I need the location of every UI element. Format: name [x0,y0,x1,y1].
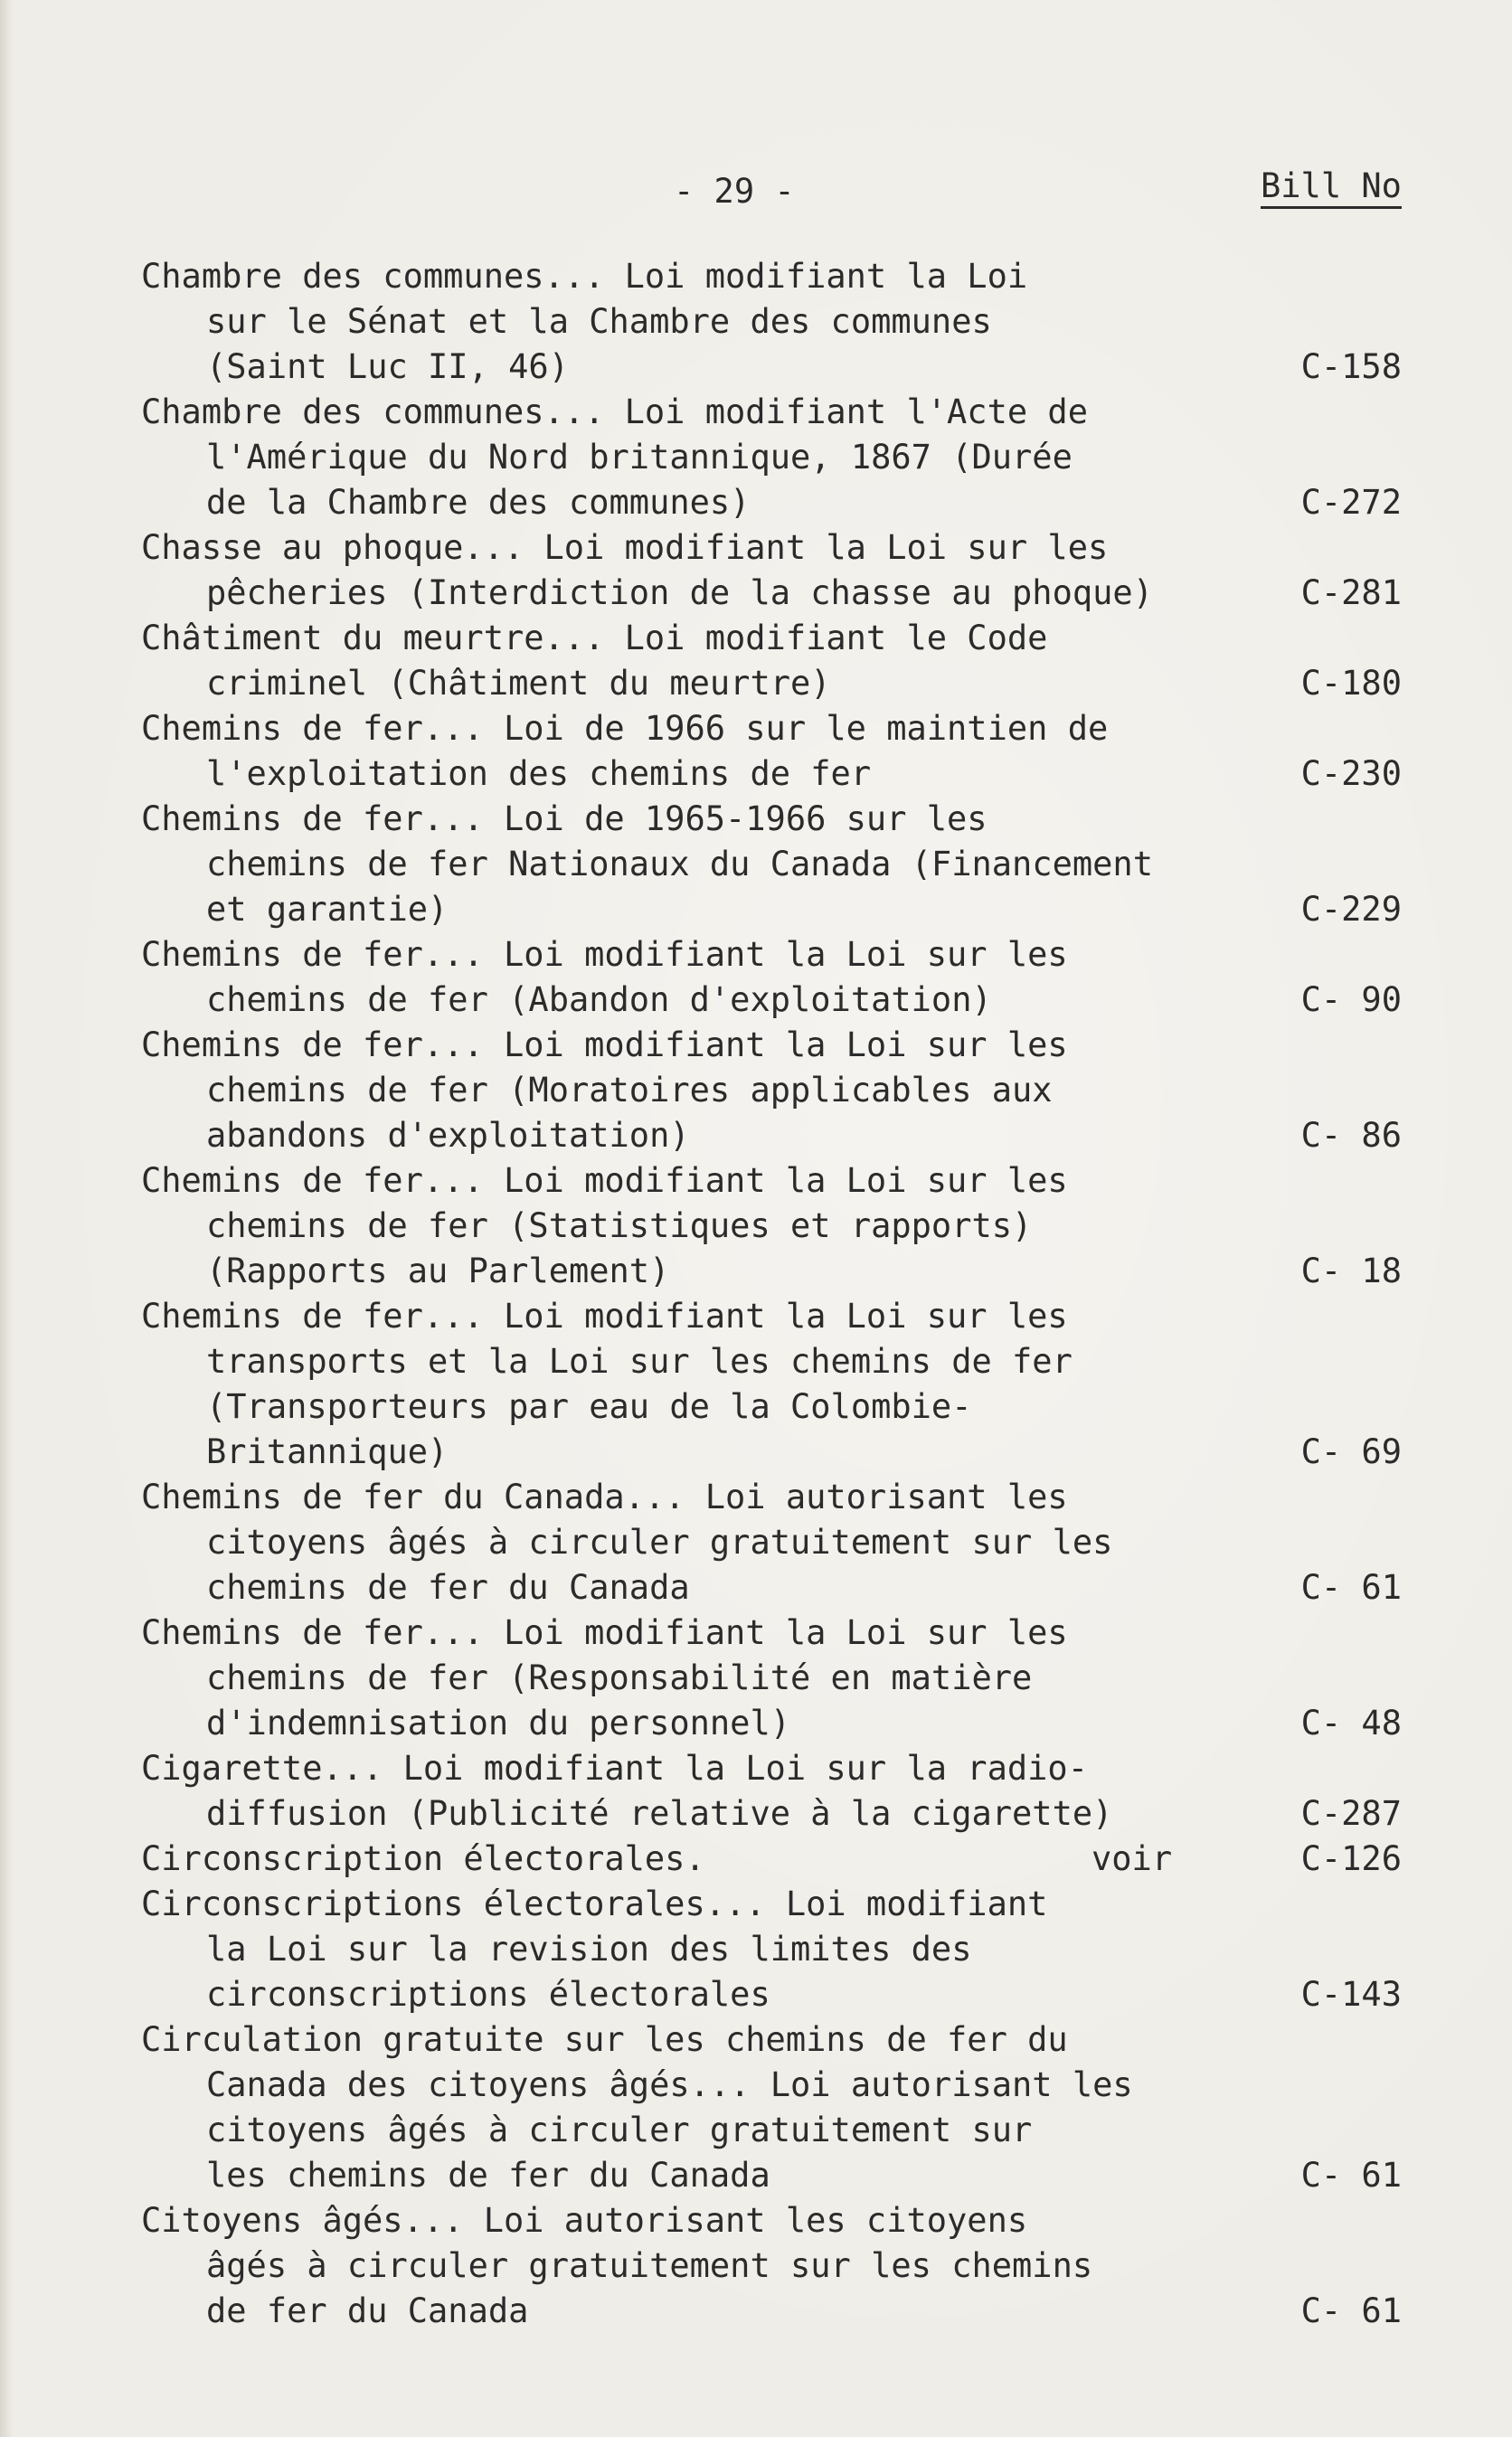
entry-heading-line [0,2201,1512,2246]
entry-heading-line [0,1839,1512,1884]
entry-text: criminel (Châtiment du meurtre) [206,664,831,703]
index-entry [0,1613,1512,1749]
entry-text: (Transporteurs par eau de la Colombie- [206,1387,972,1426]
bill-number: C-229 [1300,890,1402,929]
index-entries [0,257,1512,2337]
entry-text: sur le Sénat et la Chambre des communes [206,302,992,341]
entry-continuation-line [0,2065,1512,2111]
entry-text: Chambre des communes... Loi modifiant la Loi [141,257,1028,296]
index-entry [0,1839,1512,1884]
entry-text: Canada des citoyens âgés... Loi autorisant les [206,2065,1133,2104]
entry-text: Chemins de fer... Loi modifiant la Loi sur les [141,1025,1068,1064]
entry-text: Citoyens âgés... Loi autorisant les citoyens [141,2201,1028,2240]
entry-text: Chemins de fer... Loi modifiant la Loi sur les [141,1161,1068,1200]
index-entry [0,1161,1512,1297]
entry-heading-line [0,619,1512,664]
bill-number: C-158 [1300,347,1402,386]
entry-continuation-line [0,1794,1512,1839]
entry-text: citoyens âgés à circuler gratuitement sur [206,2111,1033,2149]
entry-continuation-line [0,1342,1512,1387]
bill-number: C-180 [1300,664,1402,703]
entry-text: (Saint Luc II, 46) [206,347,569,386]
entry-continuation-line [0,2111,1512,2156]
bill-number: C- 61 [1300,2291,1402,2330]
bill-number-column-heading: Bill No [1261,166,1402,209]
entry-text: Circonscriptions électorales... Loi modifiant [141,1884,1048,1923]
entry-heading-line [0,935,1512,980]
entry-continuation-line [0,1930,1512,1975]
entry-heading-line [0,2020,1512,2065]
entry-continuation-line [0,347,1512,392]
entry-text: Circulation gratuite sur les chemins de fer du [141,2020,1068,2059]
entry-text: citoyens âgés à circuler gratuitement sur les [206,1523,1113,1562]
entry-text: Chemins de fer... Loi modifiant la Loi sur les [141,1297,1068,1336]
entry-continuation-line [0,1704,1512,1749]
see-reference: voir [1091,1839,1173,1878]
entry-text: et garantie) [206,890,449,929]
bill-number: C- 61 [1300,1568,1402,1607]
entry-text: Chemins de fer... Loi modifiant la Loi sur les [141,935,1068,974]
bill-number: C- 61 [1300,2156,1402,2195]
entry-text: diffusion (Publicité relative à la cigarette) [206,1794,1113,1833]
entry-text: pêcheries (Interdiction de la chasse au phoque) [206,573,1153,612]
entry-text: d'indemnisation du personnel) [206,1704,791,1743]
entry-text: Britannique) [206,1432,449,1471]
index-entry [0,392,1512,528]
bill-number: C- 18 [1300,1252,1402,1290]
entry-heading-line [0,1749,1512,1794]
entry-continuation-line [0,2246,1512,2291]
entry-continuation-line [0,845,1512,890]
entry-text: chemins de fer (Abandon d'exploitation) [206,980,992,1019]
bill-number: C- 48 [1300,1704,1402,1743]
index-entry [0,1025,1512,1161]
entry-text: circonscriptions électorales [206,1975,770,2014]
entry-continuation-line [0,1432,1512,1478]
entry-text: l'Amérique du Nord britannique, 1867 (Durée [206,438,1073,477]
entry-heading-line [0,1884,1512,1930]
index-entry [0,257,1512,392]
entry-continuation-line [0,890,1512,935]
entry-text: les chemins de fer du Canada [206,2156,770,2195]
entry-heading-line [0,392,1512,438]
bill-number: C-230 [1300,754,1402,793]
entry-continuation-line [0,438,1512,483]
entry-continuation-line [0,664,1512,709]
entry-text: Circonscription électorales. [141,1839,705,1878]
entry-continuation-line [0,980,1512,1025]
entry-heading-line [0,1025,1512,1071]
entry-text: chemins de fer du Canada [206,1568,690,1607]
entry-heading-line [0,799,1512,845]
bill-number: C- 69 [1300,1432,1402,1471]
entry-text: de la Chambre des communes) [206,483,751,522]
entry-text: Chemins de fer du Canada... Loi autorisant les [141,1478,1068,1516]
entry-continuation-line [0,1116,1512,1161]
entry-text: Chemins de fer... Loi de 1966 sur le maintien de [141,709,1109,748]
entry-text: Chemins de fer... Loi de 1965-1966 sur les [141,799,988,838]
entry-text: chemins de fer (Statistiques et rapports) [206,1206,1033,1245]
entry-heading-line [0,1478,1512,1523]
entry-text: la Loi sur la revision des limites des [206,1930,972,1969]
index-entry [0,709,1512,799]
entry-text: chemins de fer (Responsabilité en matière [206,1658,1033,1697]
entry-continuation-line [0,302,1512,347]
entry-text: âgés à circuler gratuitement sur les chemins [206,2246,1093,2285]
entry-text: (Rapports au Parlement) [206,1252,670,1290]
entry-continuation-line [0,1658,1512,1704]
bill-number: C- 90 [1300,980,1402,1019]
index-entry [0,2201,1512,2337]
entry-continuation-line [0,1523,1512,1568]
index-entry [0,619,1512,709]
bill-number: C- 86 [1300,1116,1402,1155]
entry-continuation-line [0,483,1512,528]
entry-text: Châtiment du meurtre... Loi modifiant le Code [141,619,1048,657]
entry-continuation-line [0,573,1512,619]
entry-text: Cigarette... Loi modifiant la Loi sur la radio- [141,1749,1088,1788]
entry-text: Chasse au phoque... Loi modifiant la Loi sur les [141,528,1109,567]
bill-number: C-281 [1300,573,1402,612]
index-entry [0,799,1512,935]
entry-heading-line [0,1161,1512,1206]
entry-heading-line [0,528,1512,573]
index-entry [0,2020,1512,2201]
entry-text: chemins de fer Nationaux du Canada (Financement [206,845,1153,883]
bill-number: C-143 [1300,1975,1402,2014]
index-entry [0,1478,1512,1613]
entry-text: Chemins de fer... Loi modifiant la Loi sur les [141,1613,1068,1652]
entry-heading-line [0,257,1512,302]
entry-continuation-line [0,1206,1512,1252]
entry-text: de fer du Canada [206,2291,529,2330]
entry-heading-line [0,1613,1512,1658]
page-header [0,163,1512,217]
bill-number: C-126 [1300,1839,1402,1878]
page-number: - 29 - [674,172,795,211]
entry-text: l'exploitation des chemins de fer [206,754,872,793]
bill-number: C-272 [1300,483,1402,522]
entry-continuation-line [0,1975,1512,2020]
entry-continuation-line [0,2291,1512,2337]
index-entry [0,1749,1512,1839]
entry-continuation-line [0,2156,1512,2201]
index-entry [0,935,1512,1025]
entry-heading-line [0,1297,1512,1342]
index-entry [0,1297,1512,1478]
entry-heading-line [0,709,1512,754]
index-entry [0,1884,1512,2020]
entry-continuation-line [0,1252,1512,1297]
index-entry [0,528,1512,619]
entry-continuation-line [0,1387,1512,1432]
entry-continuation-line [0,1568,1512,1613]
entry-continuation-line [0,754,1512,799]
bill-number: C-287 [1300,1794,1402,1833]
entry-text: chemins de fer (Moratoires applicables aux [206,1071,1053,1110]
entry-continuation-line [0,1071,1512,1116]
entry-text: transports et la Loi sur les chemins de fer [206,1342,1073,1381]
entry-text: Chambre des communes... Loi modifiant l'Acte de [141,392,1088,431]
entry-text: abandons d'exploitation) [206,1116,690,1155]
